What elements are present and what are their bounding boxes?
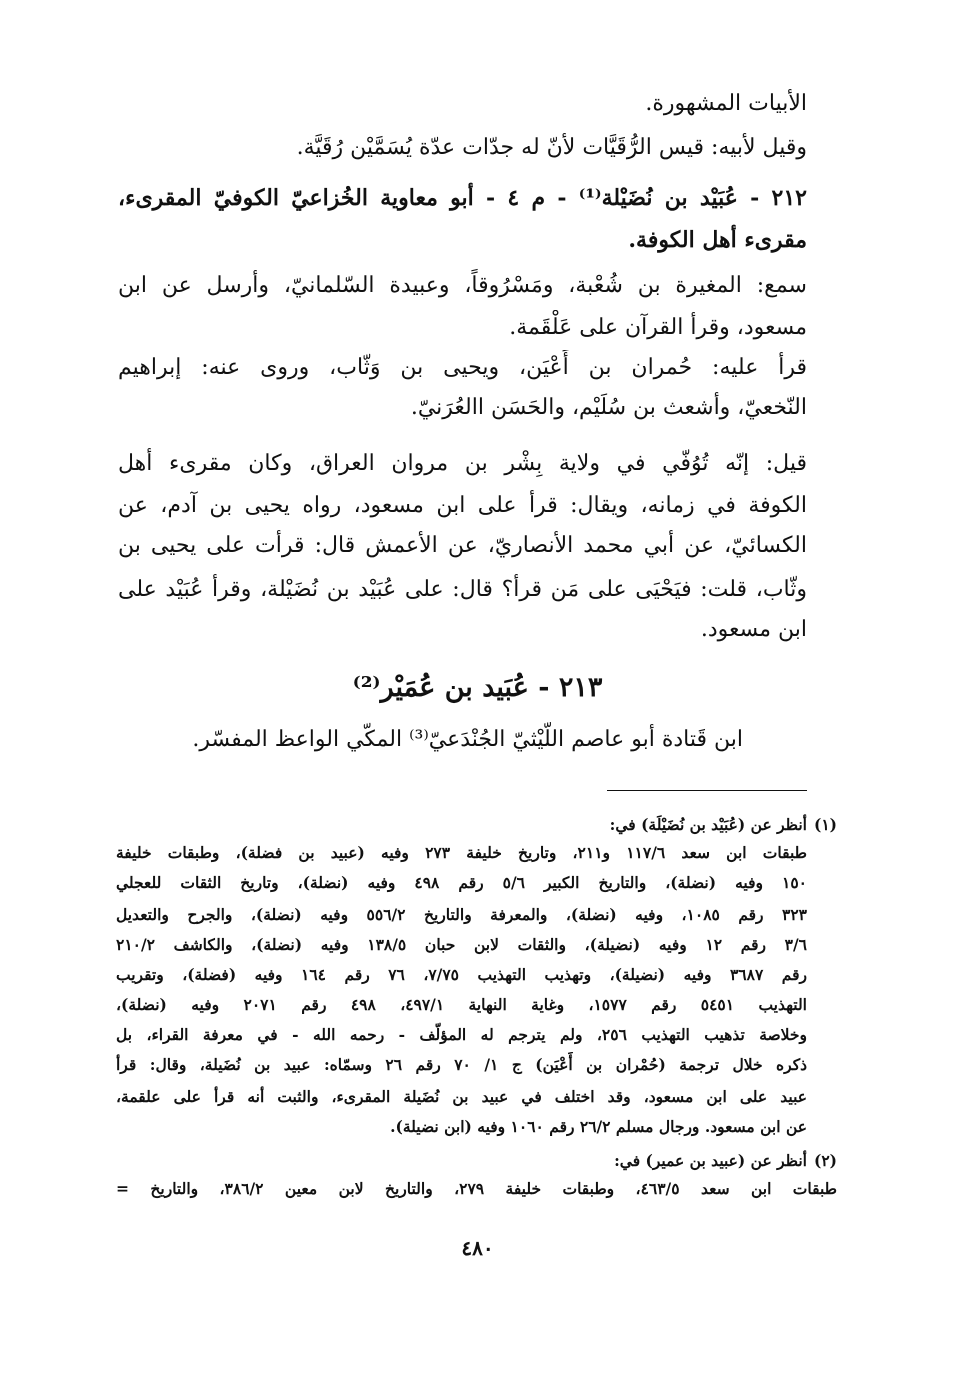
text-line: وثّاب، قلت: فيَحْيَى على مَن قرأ؟ قال: على عُبَيْد بن نُضَيْلة، وقرأ عُبَيْد على [118,577,807,602]
footnote-line: رقم ٣٦٨٧ وفيه (نضيلة)، وتهذيب التهذيب ٧/٧٥، ٧٦ رقم ١٦٤ وفيه (فضلة)، وتقريب [116,965,807,984]
footnote-divider [607,790,807,791]
entry-212-heading: ٢١٢ - عُبَيْد بن نُضَيْلة⁽¹⁾ - م ٤ - أبو معاوية الخُزاعيّ الكوفيّ المقرىء، [118,185,807,211]
footnote-line: ذكره خلال ترجمة (حُمْران بن أَعْيَن) ج ١/ ٧٠ رقم ٢٦ وسمّاه: عبيد بن نُضَيلة، وقال: قرأ [116,1055,807,1074]
text-line: مسعود، وقرأ القرآن على عَلْقَمة. [509,315,807,340]
text-line: قرأ عليه: حُمران بن أَعْيَن، ويحيى بن وَثّاب، وروى عنه: إبراهيم [118,355,807,380]
text-line: الأبيات المشهورة. [645,91,807,116]
text-line: الكوفة في زمانه، ويقال: قرأ على ابن مسعود، رواه يحيى بن آدم، عن [118,493,807,518]
entry-213-title: ٢١٣ - عُبَيد بن عُمَيْر⁽²⁾ [352,672,603,703]
footnote-number: (١) [813,815,837,834]
footnote-line: أنظر عن (عُبَيْد بن نُضَيْلَة) في: [609,815,807,834]
page-number: ٤٨٠ [461,1236,494,1260]
text-line: النّخعيّ، وأشعث بن سُلَيْم، والحَسَن االعُرَنيّ. [410,395,807,420]
text-line: سمع: المغيرة بن شُعْبة، ومَسْرُوقاً، وعبيدة السّلمانيّ، وأرسل عن ابن [118,273,807,298]
text-line: وقيل لأبيه: قيس الرُّقَيَّات لأنّ له جدّات عدّة يُسَمَّيْن رُقَيَّة. [296,135,807,160]
footnote-line: التهذيب ٥٤٥١ رقم ١٥٧٧، وغاية النهاية ٤٩٧/١، ٤٩٨ رقم ٢٠٧١ وفيه (نضلة)، [116,995,807,1014]
text-line: الكسائيّ، عن أبي محمد الأنصاريّ، عن الأعمش قال: قرأت على يحيى بن [118,533,807,558]
footnote-line: وخلاصة تذهيب التهذيب ٢٥٦، ولم يترجم له المؤلّف - رحمه الله - في معرفة القراء، بل [116,1025,807,1044]
footnote-number: (٢) [813,1151,837,1170]
text-line: قيل: إنّه تُوُفّي في ولاية بِشْر بن مروان العراق، وكان مقرىء أهل [118,451,807,476]
text-line: ابن قَتادة أبو عاصم اللّيْثيّ الجُنْدَعيّ⁽³⁾ المكّي الواعظ المفسّر. [192,727,743,752]
text-line: ابن مسعود. [700,617,807,642]
footnote-line: عن ابن مسعود. ورجال مسلم ٢٦/٢ رقم ١٠٦٠ وفيه (ابن نضيلة). [390,1117,807,1136]
entry-212-heading: مقرىء أهل الكوفة. [628,227,807,253]
footnote-line: طبقات ابن سعد ٤٦٣/٥، وطبقات خليفة ٢٧٩، والتاريخ لابن معين ٣٨٦/٢، والتاريخ = [116,1179,837,1198]
footnote-line: ١٥٠ وفيه (نضلة)، والتاريخ الكبير ٥/٦ رقم ٤٩٨ وفيه (نضلة)، وتاريخ الثقات للعجلي [116,873,807,892]
footnote-line: ٣/٦ رقم ١٢ وفيه (نضيلة)، والثقات لابن حبان ١٣٨/٥ وفيه (نضلة)، والكاشف ٢١٠/٢ [116,935,807,954]
footnote-line: طبقات ابن سعد ١١٧/٦ و٢١١، وتاريخ خليفة ٢٧٣ وفيه (عبيد بن فضلة)، وطبقات خليفة [116,843,807,862]
footnote-line: عبيد على ابن مسعود، وقد اختلف في عبيد بن نُضَيلة المقرىء، والثبت أنه قرأ على علقمة، [116,1087,807,1106]
footnote-line: ٣٢٣ رقم ١٠٨٥، وفيه (نضلة)، والمعرفة والتاريخ ٥٥٦/٢ وفيه (نضلة)، والجرح والتعديل [116,905,807,924]
footnote-line: أنظر عن (عبيد بن عمير) في: [614,1151,807,1170]
